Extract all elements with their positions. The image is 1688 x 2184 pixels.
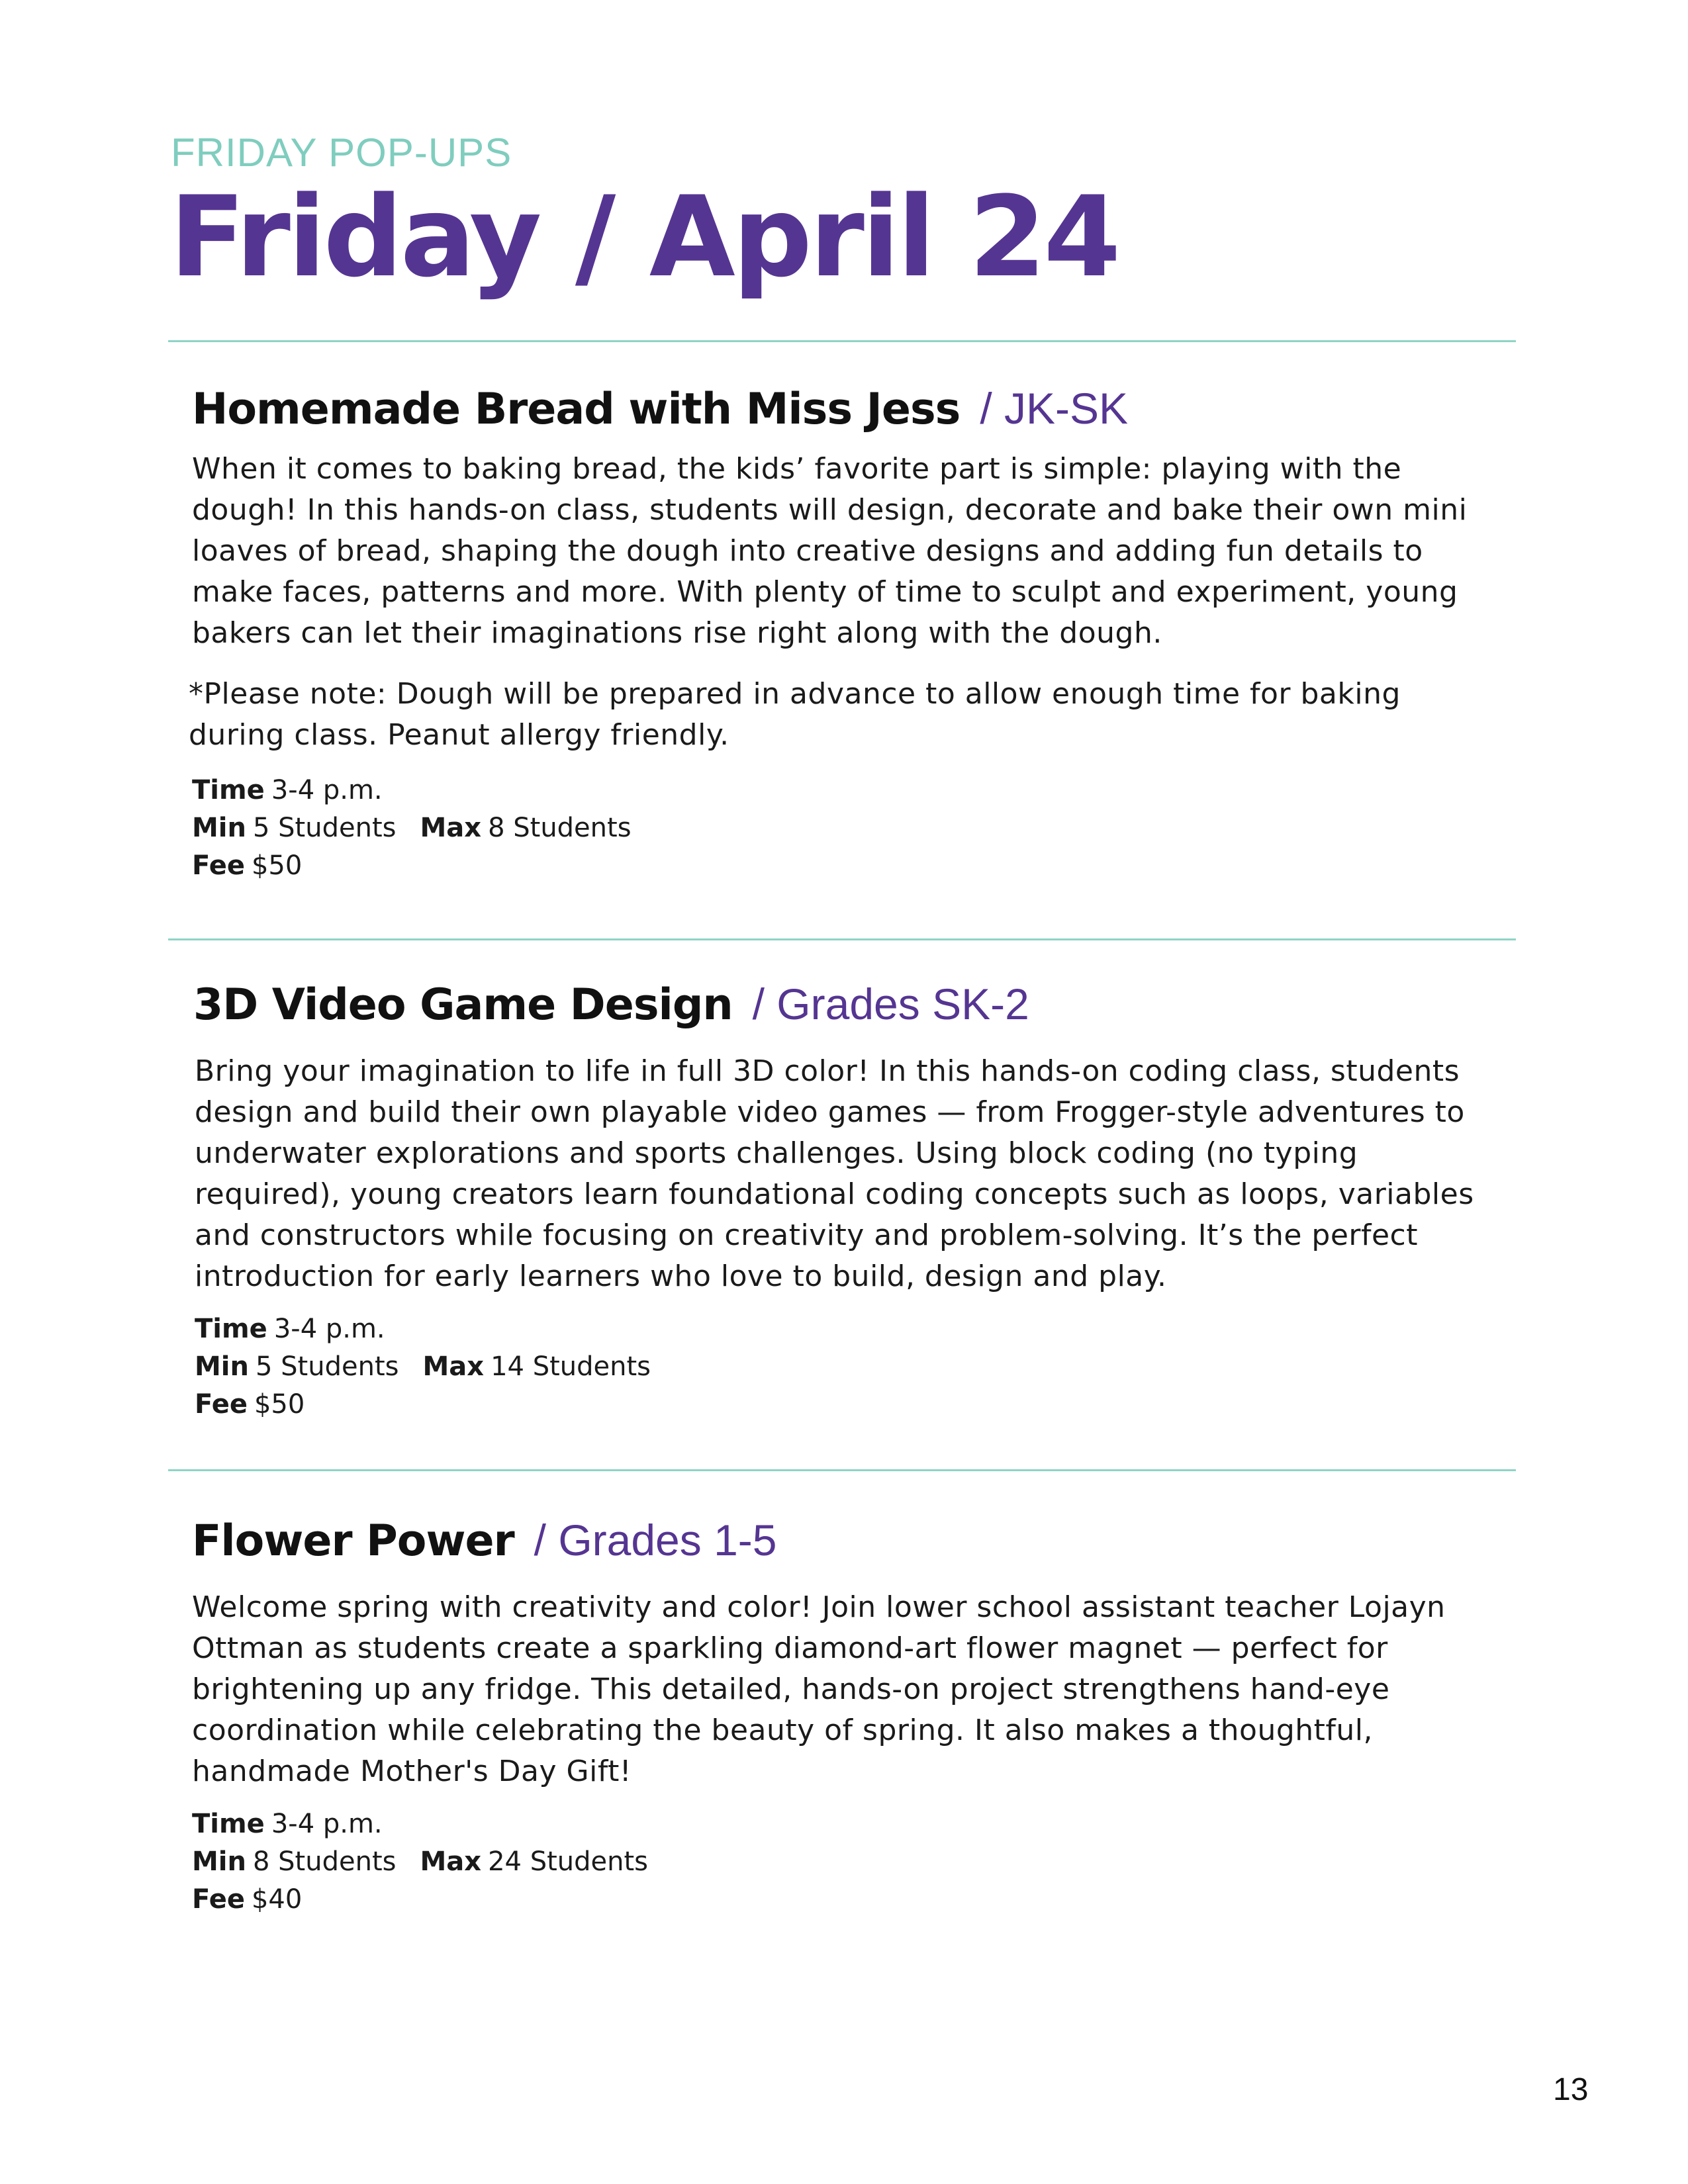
course-grade: / JK-SK	[980, 384, 1129, 433]
fee-value: $50	[254, 1389, 305, 1420]
course-heading	[192, 1516, 777, 1566]
page-number: 13	[1553, 2072, 1589, 2107]
course-title: Flower Power	[192, 1516, 514, 1566]
time-value: 3-4 p.m.	[271, 1809, 383, 1839]
course-grade: / Grades SK-2	[752, 979, 1029, 1028]
section-divider	[168, 938, 1516, 940]
course-title: 3D Video Game Design	[193, 980, 733, 1030]
fee-row	[192, 1881, 648, 1919]
max-label: Max	[420, 813, 482, 843]
min-label: Min	[192, 1846, 246, 1877]
course-description: Welcome spring with creativity and color! Join lower school assistant teacher Lojayn Ottman as students create a sparkling diamond-art flower magnet — perfect for brightening up any fridge. This detailed, hands-on project strengthens hand-eye coordination while celebrating the beauty of spring. It also makes a thoughtful, handmade Mother's Day Gift!	[192, 1590, 1446, 1788]
min-value: 5 Students	[256, 1351, 399, 1382]
page-title: Friday / April 24	[169, 172, 1119, 302]
min-label: Min	[195, 1351, 249, 1382]
course-details	[192, 1805, 648, 1919]
max-value: 8 Students	[488, 813, 632, 843]
fee-value: $50	[251, 850, 303, 881]
section-divider	[168, 1469, 1516, 1471]
course-details	[195, 1310, 651, 1424]
fee-row	[192, 847, 632, 885]
course-grade: / Grades 1-5	[534, 1516, 777, 1565]
time-value: 3-4 p.m.	[271, 775, 383, 805]
course-title: Homemade Bread with Miss Jess	[192, 385, 961, 434]
section-eyebrow: FRIDAY POP-UPS	[171, 130, 512, 175]
fee-value: $40	[251, 1884, 303, 1915]
max-label: Max	[422, 1351, 485, 1382]
time-row	[192, 1805, 648, 1843]
fee-row	[195, 1386, 651, 1424]
section-divider	[168, 340, 1516, 342]
enrollment-row	[195, 1348, 651, 1386]
max-value: 14 Students	[491, 1351, 651, 1382]
min-label: Min	[192, 813, 246, 843]
course-heading	[192, 384, 1129, 434]
max-value: 24 Students	[488, 1846, 648, 1877]
time-row	[192, 772, 632, 809]
fee-label: Fee	[195, 1389, 248, 1420]
time-label: Time	[195, 1314, 267, 1344]
fee-label: Fee	[192, 1884, 245, 1915]
min-value: 8 Students	[253, 1846, 397, 1877]
enrollment-row	[192, 809, 632, 847]
time-value: 3-4 p.m.	[273, 1314, 385, 1344]
time-label: Time	[192, 1809, 265, 1839]
course-description: Bring your imagination to life in full 3D color! In this hands-on coding class, students design and build their own playable video games — from Frogger-style adventures to underwater explorations and sports challenges. Using block coding (no typing required), young creators learn foundational coding concepts such as loops, variables and constructors while focusing on creativity and problem-solving. It’s the perfect introduction for early learners who love to build, design and play.	[195, 1054, 1474, 1293]
fee-label: Fee	[192, 850, 245, 881]
max-label: Max	[420, 1846, 482, 1877]
course-description: When it comes to baking bread, the kids’ favorite part is simple: playing with the dough! In this hands-on class, students will design, decorate and bake their own mini loaves of bread, shaping the dough into creative designs and adding fun details to make faces, patterns and more. With plenty of time to sculpt and experiment, young bakers can let their imaginations rise right along with the dough.	[192, 452, 1468, 650]
course-heading	[193, 979, 1029, 1030]
time-row	[195, 1310, 651, 1348]
min-value: 5 Students	[253, 813, 397, 843]
enrollment-row	[192, 1843, 648, 1881]
time-label: Time	[192, 775, 265, 805]
course-details	[192, 772, 632, 885]
course-note: *Please note: Dough will be prepared in advance to allow enough time for baking during class. Peanut allergy friendly.	[189, 677, 1401, 752]
